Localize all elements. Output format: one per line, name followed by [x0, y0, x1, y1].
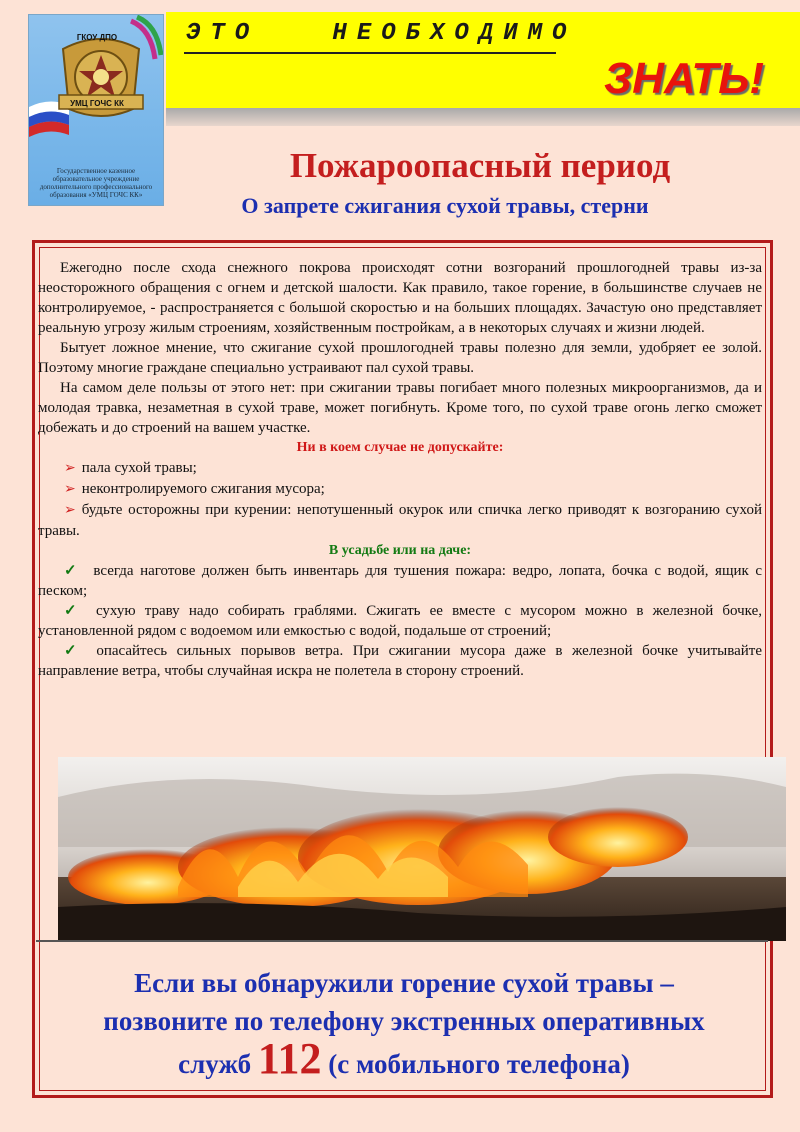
- prohibit-item: [38, 479, 762, 500]
- dacha-item-text: опасайтесь сильных порывов ветра. При сжигании мусора даже в железной бочке учитывайте направление ветра, чтобы случайная искра не полетела в сторону строений.: [38, 643, 762, 679]
- prohibit-item-text: будьте осторожны при курении: непотушенный окурок или спичка легко приводят к возгоранию сухой травы.: [38, 502, 762, 539]
- org-logo: [28, 14, 164, 206]
- prohibit-heading: Ни в коем случае не допускайте:: [296, 440, 504, 455]
- check-bullet-icon: ✓: [64, 643, 83, 659]
- prohibit-item-text: пала сухой травы;: [81, 460, 197, 476]
- dacha-item: [38, 601, 762, 641]
- prohibit-item-text: неконтролируемого сжигания мусора;: [81, 481, 325, 497]
- logo-caption: Государственное казенное образовательное учреждение дополнительного профессионального образования «УМЦ ГОЧС КК»: [39, 167, 153, 199]
- grass-fire-photo: [58, 757, 786, 941]
- call-line3: [36, 1034, 772, 1083]
- banner-underline: [184, 52, 556, 54]
- logo-top-text: ГКОУ ДПО: [76, 33, 118, 42]
- arrow-bullet-icon: ➢: [64, 461, 76, 476]
- paragraph-3: На самом деле пользы от этого нет: при сжигании травы погибает много полезных микроорганизмов, да и молодая травка, незаметная в сухой траве, может погибнуть. Кроме того, по сухой траве огонь легко сможет добежать и до строений на вашем участке.: [38, 380, 762, 436]
- paragraph-1: Ежегодно после схода снежного покрова происходят сотни возгораний прошлогодней травы из-за неосторожного обращения с огнем и детской шалости. Как правило, такое горение, в большинстве случаев не контролируемое, - распространяется с большой скоростью и на больших площадях. Зачастую оно представляет реальную угрозу жилым строениям, хозяйственным постройкам, а в некоторых случаях и жизни людей.: [38, 260, 762, 336]
- emergency-call: [36, 964, 772, 1083]
- header-banner: [166, 12, 800, 108]
- banner-line1: ЭТО НЕОБХОДИМО: [186, 20, 577, 47]
- call-line3-post: (с мобильного телефона): [321, 1049, 630, 1079]
- check-bullet-icon: ✓: [64, 563, 80, 579]
- dacha-heading: В усадьбе или на даче:: [328, 543, 472, 558]
- logo-bottom-text: УМЦ ГОЧС КК: [70, 99, 124, 108]
- banner-line2: ЗНАТЬ!: [603, 54, 764, 103]
- dacha-item-text: всегда наготове должен быть инвентарь для тушения пожара: ведро, лопата, бочка с водой, ящик с песком;: [38, 563, 762, 599]
- body-text: [38, 258, 762, 681]
- prohibit-item: [38, 458, 762, 479]
- check-bullet-icon: ✓: [64, 603, 82, 619]
- banner-shadow: [166, 108, 800, 126]
- photo-bottom-border: [36, 940, 768, 942]
- arrow-bullet-icon: ➢: [64, 482, 76, 497]
- call-line3-pre: служб: [178, 1049, 258, 1079]
- prohibit-item: [38, 500, 762, 541]
- paragraph-2: Бытует ложное мнение, что сжигание сухой прошлогодней травы полезно для земли, удобряет ее золой. Поэтому многие граждане специально устраивают пал сухой травы.: [38, 340, 762, 376]
- dacha-item: [38, 641, 762, 681]
- dacha-item-text: сухую траву надо собирать граблями. Сжигать ее вместе с мусором можно в железной бочке, установленной рядом с водоемом или емкостью с водой, подальше от строений;: [38, 603, 762, 639]
- page-title: Пожароопасный период: [289, 146, 671, 185]
- call-line2: позвоните по телефону экстренных оперативных: [103, 1006, 705, 1036]
- page-subtitle: О запрете сжигания сухой травы, стерни: [241, 193, 649, 218]
- emergency-number: 112: [257, 1034, 322, 1083]
- arrow-bullet-icon: ➢: [64, 503, 76, 518]
- call-line1: Если вы обнаружили горение сухой травы –: [134, 968, 674, 998]
- dacha-item: [38, 561, 762, 601]
